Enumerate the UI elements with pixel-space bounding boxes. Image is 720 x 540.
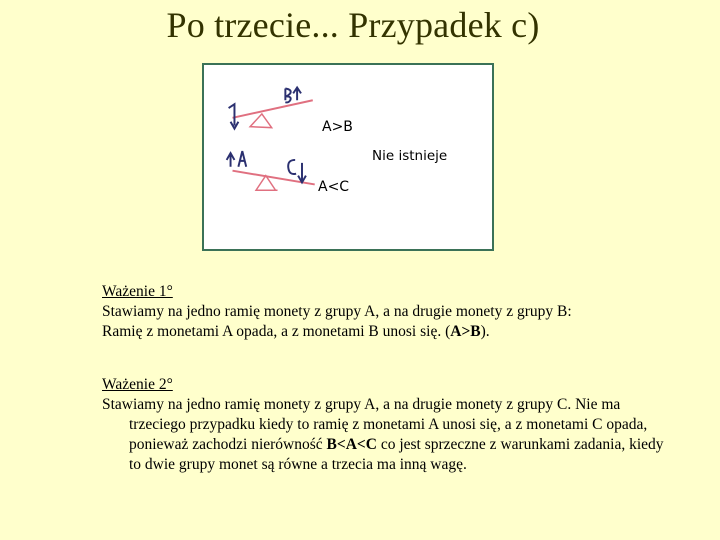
label-a-lt-c: A<C [318, 179, 350, 195]
weighing-1-line-1: Stawiamy na jedno ramię monety z grupy A, a na drugie monety z grupy B: [102, 303, 572, 320]
slide-title: Po trzecie... Przypadek c) [166, 5, 540, 45]
weighing-1-line-2-text: Ramię z monetami A opada, a z monetami B unosi się. ( [102, 323, 451, 340]
label-a-gt-b: A>B [322, 119, 353, 135]
weighing-1-section [102, 282, 672, 342]
balance-scale-drawing [204, 65, 492, 249]
weighing-1-line-2 [102, 322, 672, 342]
weighing-2-heading: Ważenie 2° [102, 376, 173, 393]
weighing-2-text-suffix: co jest sprzeczne z warunkami zadania, kiedy to dwie grupy monet są równe a trzecia ma inną wagę. [129, 436, 664, 473]
label-not-exists: Nie istnieje [372, 148, 448, 164]
balance-scale-figure [202, 63, 494, 251]
weighing-1-line-2-end: ). [480, 323, 490, 340]
weighing-2-section [102, 375, 672, 475]
weighing-1-result: A>B [450, 323, 481, 340]
weighing-2-text-prefix: Stawiamy na jedno ramię monety z grupy A, a na drugie monety z grupy C. Nie ma trzeciego przypadku kiedy to ramię z monetami A unosi się, a z monetami C opada, ponieważ zachodzi nierówność [102, 396, 648, 453]
scale-1-icon [229, 88, 313, 129]
weighing-2-inequality: B<A<C [326, 436, 377, 453]
weighing-2-paragraph [102, 395, 672, 475]
scale-2-icon [227, 151, 315, 190]
weighing-1-heading: Ważenie 1° [102, 283, 173, 300]
